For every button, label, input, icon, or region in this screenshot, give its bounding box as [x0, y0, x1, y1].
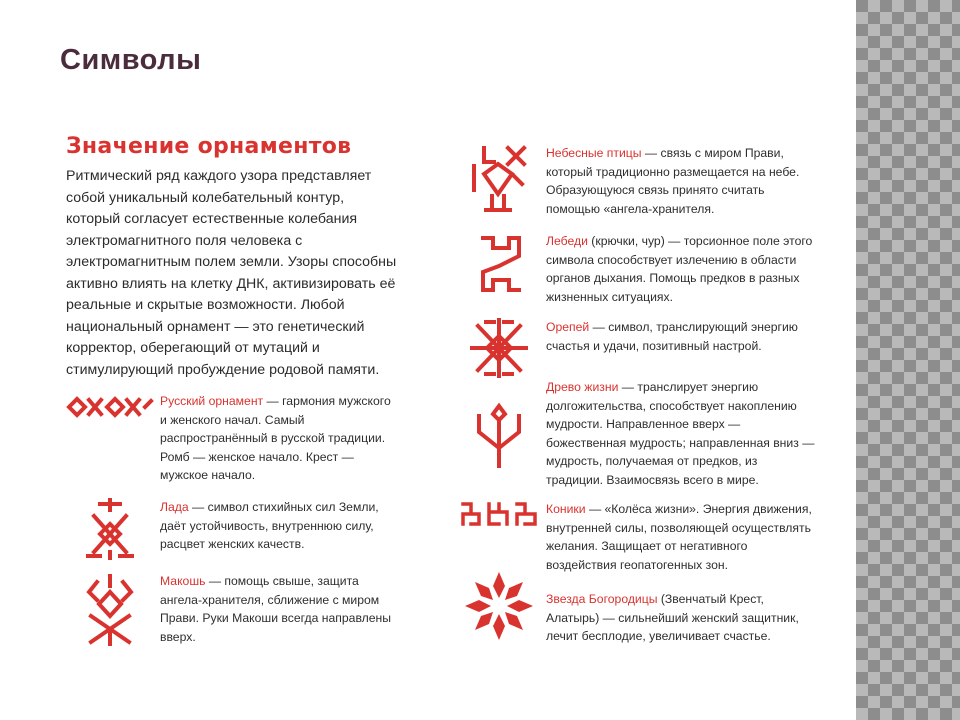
intro-section [66, 134, 406, 381]
list-item [452, 144, 816, 218]
list-item [60, 392, 410, 485]
item-description [546, 144, 816, 218]
makosh-icon [60, 572, 160, 646]
list-item [452, 378, 816, 489]
item-term: Звезда Богородицы [546, 592, 658, 606]
item-text: — связь с миром Прави, который традиционно размещается на небе. Образующуюся связь принято считать помощью «ангела-хранителя. [546, 146, 800, 216]
burdock-icon [452, 318, 546, 378]
rus-ornament-icon [60, 392, 160, 422]
item-text: (крючки, чур) — торсионное поле этого символа способствует излечению в области органов дыхания. Помощь предков в разных жизненных ситуациях. [546, 234, 813, 304]
swans-icon [452, 232, 546, 298]
section-heading: Значение орнаментов [66, 134, 352, 159]
lada-icon [60, 498, 160, 560]
item-term: Лада [160, 500, 189, 514]
item-description [546, 500, 816, 574]
item-term: Русский орнамент [160, 394, 264, 408]
item-description [546, 590, 816, 646]
item-text: — гармония мужского и женского начал. Самый распространённый в русской традиции. Ромб — женское начало. Крест — мужское начало. [160, 394, 391, 482]
item-term: Небесные птицы [546, 146, 642, 160]
item-description [546, 378, 816, 489]
list-item [452, 232, 816, 306]
list-item [60, 572, 410, 646]
item-description [160, 392, 400, 485]
item-description [546, 232, 816, 306]
item-description [546, 318, 816, 355]
slide-title: Символы [60, 44, 202, 76]
list-item [452, 318, 816, 378]
item-term: Коники [546, 502, 586, 516]
list-item [452, 500, 816, 574]
item-term: Орепей [546, 320, 590, 334]
item-text: — символ стихийных сил Земли, даёт устойчивость, внутреннюю силу, расцвет женских качеств. [160, 500, 379, 551]
item-text: — помощь свыше, защита ангела-хранителя, сближение с миром Прави. Руки Макоши всегда направлены вверх. [160, 574, 392, 644]
list-item [60, 498, 410, 560]
item-text: (Звенчатый Крест, Алатырь) — сильнейший женский защитник, лечит бесплодие, увеличивает счастье. [546, 592, 799, 643]
item-term: Древо жизни [546, 380, 619, 394]
list-item [452, 590, 816, 646]
item-text: — символ, транслирующий энергию счастья и удачи, позитивный настрой. [546, 320, 798, 353]
item-text: — транслирует энергию долгожительства, способствует накоплению мудрости. Направленное вверх — божественная мудрость; направленная вниз — мудрость, получаемая от предков, из традиции. Взаимосвязь всего в мире. [546, 380, 815, 487]
koniki-icon [452, 500, 546, 530]
item-term: Лебеди [546, 234, 588, 248]
decorative-pattern-strip [856, 0, 960, 720]
item-description [160, 572, 400, 646]
intro-text: Ритмический ряд каждого узора представляет собой уникальный колебательный контур, который согласует естественные колебания электромагнитного поля человека с электромагнитным полем земли. Узоры способны активно влиять на клетку ДНК, активизировать её реальные и скрытые возможности. Любой национальный орнамент — это генетический корректор, оберегающий от мутаций и стимулирующий пробуждение родовой памяти. [66, 168, 397, 378]
star-of-virgin-icon [452, 568, 546, 644]
item-description [160, 498, 400, 554]
tree-of-life-icon [452, 378, 546, 468]
item-term: Макошь [160, 574, 206, 588]
item-text: — «Колёса жизни». Энергия движения, внутренней силы, позволяющей осуществлять желания. Защищает от негативного воздействия геопатогенных зон. [546, 502, 812, 572]
heavenly-birds-icon [452, 144, 546, 214]
